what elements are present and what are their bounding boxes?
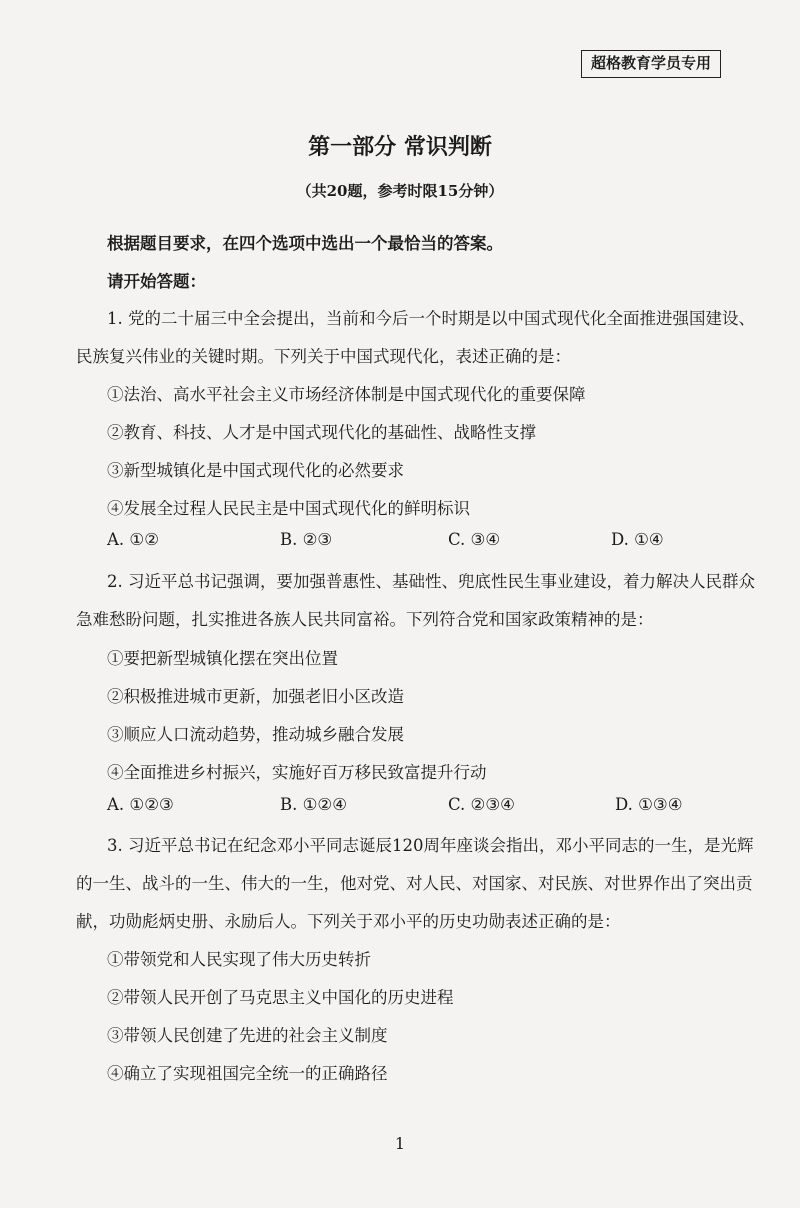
question-1-option-d: D. ①④ [611, 530, 664, 549]
question-2-option-b: B. ①②④ [280, 795, 347, 814]
question-1-item-4: ④发展全过程人民民主是中国式现代化的鲜明标识 [107, 499, 470, 518]
section-title: 第一部分 常识判断 [308, 134, 492, 160]
question-1-option-a: A. ①② [107, 530, 159, 549]
question-2-stem-line-1: 2. 习近平总书记强调，要加强普惠性、基础性、兜底性民生事业建设，着力解决人民群众 [107, 572, 755, 591]
question-2-stem-line-2: 急难愁盼问题，扎实推进各族人民共同富裕。下列符合党和国家政策精神的是： [76, 610, 654, 629]
question-3-item-1: ①带领党和人民实现了伟大历史转折 [107, 950, 371, 969]
question-3-stem-line-2: 的一生、战斗的一生、伟大的一生，他对党、对人民、对国家、对民族、对世界作出了突出贡 [76, 874, 753, 893]
question-2-item-2: ②积极推进城市更新，加强老旧小区改造 [107, 687, 404, 706]
usage-stamp: 超格教育学员专用 [581, 50, 721, 78]
question-1-item-3: ③新型城镇化是中国式现代化的必然要求 [107, 461, 404, 480]
question-1-item-1: ①法治、高水平社会主义市场经济体制是中国式现代化的重要保障 [107, 385, 586, 404]
question-3-item-3: ③带领人民创建了先进的社会主义制度 [107, 1026, 388, 1045]
question-1-stem-line-2: 民族复兴伟业的关键时期。下列关于中国式现代化，表述正确的是： [76, 347, 571, 366]
question-3-stem-line-1: 3. 习近平总书记在纪念邓小平同志诞辰120周年座谈会指出，邓小平同志的一生，是光辉 [107, 836, 754, 855]
question-1-option-c: C. ③④ [448, 530, 501, 549]
question-2-option-d: D. ①③④ [615, 795, 683, 814]
section-subtitle: （共20题，参考时限15分钟） [296, 182, 504, 200]
question-1-item-2: ②教育、科技、人才是中国式现代化的基础性、战略性支撑 [107, 423, 536, 442]
question-1-stem-line-1: 1. 党的二十届三中全会提出，当前和今后一个时期是以中国式现代化全面推进强国建设、 [107, 309, 755, 328]
question-2-option-a: A. ①②③ [107, 795, 174, 814]
question-2-item-4: ④全面推进乡村振兴，实施好百万移民致富提升行动 [107, 763, 487, 782]
question-2-option-c: C. ②③④ [448, 795, 515, 814]
question-1-option-b: B. ②③ [280, 530, 333, 549]
page-number: 1 [394, 1134, 406, 1153]
question-2-item-3: ③顺应人口流动趋势，推动城乡融合发展 [107, 725, 404, 744]
question-2-item-1: ①要把新型城镇化摆在突出位置 [107, 649, 338, 668]
start-text: 请开始答题： [107, 272, 206, 291]
question-3-item-2: ②带领人民开创了马克思主义中国化的历史进程 [107, 988, 454, 1007]
instruction-text: 根据题目要求，在四个选项中选出一个最恰当的答案。 [107, 234, 503, 253]
question-3-item-4: ④确立了实现祖国完全统一的正确路径 [107, 1064, 388, 1083]
question-3-stem-line-3: 献，功勋彪炳史册、永励后人。下列关于邓小平的历史功勋表述正确的是： [76, 912, 621, 931]
